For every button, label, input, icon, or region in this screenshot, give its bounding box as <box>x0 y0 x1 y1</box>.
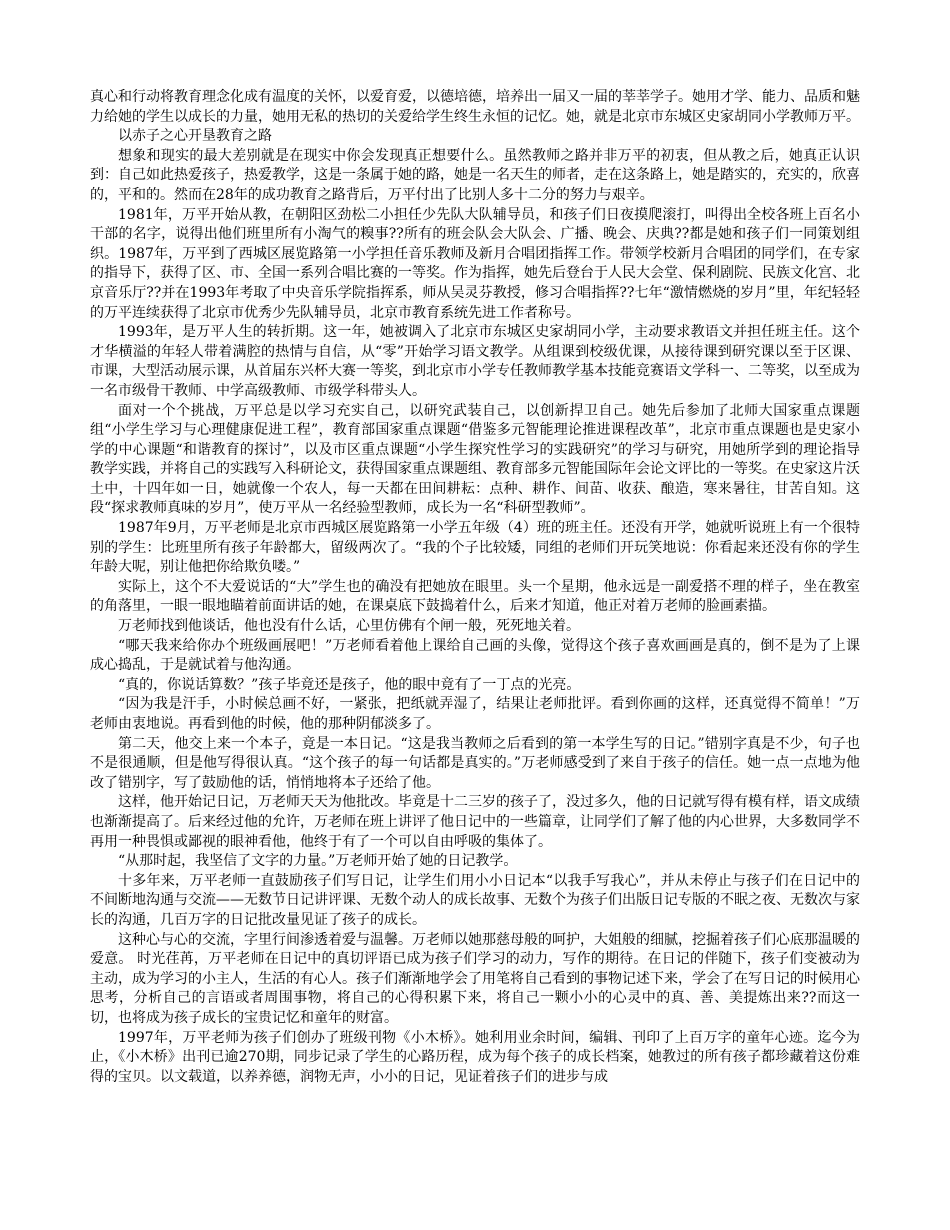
paragraph: 1993年，是万平人生的转折期。这一年，她被调入了北京市东城区史家胡同小学，主动要求教语文并担任班主任。这个才华横溢的年轻人带着满腔的热情与自信，从“零”开始学习语文教学。从组课到校级优课，从接待课到研究课以至于区课、市课，大型活动展示课，从首届东兴杯大赛一等奖，到北京市小学专任教师教学基本技能竞赛语文学科一、二等奖，以至成为一名市级骨干教师、中学高级教师、市级学科带头人。 <box>90 324 860 399</box>
section-heading: 以赤子之心开垦教育之路 <box>118 128 272 145</box>
paragraph: 面对一个个挑战，万平总是以学习充实自己，以研究武装自己，以创新捍卫自己。她先后参加了北师大国家重点课题组“小学生学习与心理健康促进工程”，教育部国家重点课题“借鉴多元智能理论推进课程改革”，北京市重点课题也是史家小学的中心课题“和谐教育的探讨”，以及市区重点课题“小学生探究性学习的实践研究”的学习与研究，用她所学到的理论指导教学实践，并将自己的实践写入科研论文，获得国家重点课题组、教育部多元智能国际年会论文评比的一等奖。在史家这片沃土中，十四年如一日，她就像一个农人，每一天都在田间耕耘：点种、耕作、间苗、收获、酿造，寒来暑往，甘苦自知。这段“探求教师真味的岁月”，使万平从一名经验型教师，成长为一名“科研型教师”。 <box>90 402 860 517</box>
paragraph: 1987年9月，万平老师是北京市西城区展览路第一小学五年级（4）班的班主任。还没有开学，她就听说班上有一个很特别的学生：比班里所有孩子年龄都大，留级两次了。“我的个子比较矮，同组的老师们开玩笑地说：你看起来还没有你的学生年龄大呢，别让他把你给欺负喽。” <box>90 520 860 576</box>
paragraph: 万老师找到他谈话，他也没有什么话，心里仿佛有个闸一般，死死地关着。 <box>118 618 580 635</box>
paragraph: 实际上，这个不大爱说话的“大”学生也的确没有把她放在眼里。头一个星期，他永远是一副爱搭不理的样子，坐在教室的角落里，一眼一眼地瞄着前面讲话的她，在课桌底下鼓捣着什么，后来才知道，他正对着万老师的脸画素描。 <box>90 578 860 615</box>
paragraph: 想象和现实的最大差别就是在现实中你会发现真正想要什么。虽然教师之路并非万平的初衷，但从教之后，她真正认识到：自己如此热爱孩子，热爱教学，这是一条属于她的路，她是一名天生的师者，走在这条路上，她是踏实的，充实的，欣喜的，平和的。然而在28年的成功教育之路背后，万平付出了比别人多十二分的努力与艰辛。 <box>90 147 860 203</box>
paragraph: 1981年，万平开始从教，在朝阳区劲松二小担任少先队大队辅导员，和孩子们日夜摸爬滚打，叫得出全校各班上百名小干部的名字，说得出他们班里所有小淘气的糗事??所有的班会队会大队会、广播、晚会、庆典??都是她和孩子们一同策划组织。1987年，万平到了西城区展览路第一小学担任音乐教师及新月合唱团指挥工作。带领学校新月合唱团的同学们，在专家的指导下，获得了区、市、全国一系列合唱比赛的一等奖。作为指挥，她先后登台于人民大会堂、保利剧院、民族文化宫、北京音乐厅??并在1993年考取了中央音乐学院指挥系，师从吴灵芬教授，修习合唱指挥??七年“激情燃烧的岁月”里，年纪轻轻的万平连续获得了北京市优秀少先队辅导员，北京市教育系统先进工作者称号。 <box>90 206 860 321</box>
paragraph: “从那时起，我坚信了文字的力量。”万老师开始了她的日记教学。 <box>118 853 518 870</box>
paragraph: “因为我是汗手，小时候总画不好，一紧张，把纸就弄湿了，结果让老师批评。看到你画的这样，还真觉得不简单！”万老师由衷地说。再看到他的时候，他的那种阴郁淡多了。 <box>90 696 860 732</box>
paragraph: 十多年来，万平老师一直鼓励孩子们写日记，让学生们用小小日记本“以我手写我心”，并从未停止与孩子们在日记中的不间断地沟通与交流——无数节日记讲评课、无数个动人的成长故事、无数个为孩子们出版日记专版的不眠之夜、无数次与家长的沟通，几百万字的日记批改量见证了孩子的成长。 <box>90 872 860 928</box>
paragraph: “真的，你说话算数？”孩子毕竟还是孩子，他的眼中竟有了一丁点的光亮。 <box>118 676 581 693</box>
paragraph: 这种心与心的交流，字里行间渗透着爱与温馨。万老师以她那慈母般的呵护，大姐般的细腻，挖掘着孩子们心底那温暖的爱意。 时光荏苒，万平老师在日记中的真切评语已成为孩子们学习的动力，写作的期待。在日记的伴随下，孩子们变被动为主动，成为学习的小主人，生活的有心人。孩子们渐渐地学会了用笔将自己看到的事物记述下来，学会了在写日记的时候用心思考，分析自己的言语或者周围事物，将自己的心得积累下来，将自己一颗小小的心灵中的真、善、美提炼出来??而这一切，也将成为孩子成长的宝贵记忆和童年的财富。 <box>90 931 860 1026</box>
paragraph-intro-continued: 真心和行动将教育理念化成有温度的关怀，以爱育爱，以德培德，培养出一届又一届的莘莘学子。她用才学、能力、品质和魅力给她的学生以成长的力量，她用无私的热切的关爱给学生终生永恒的记忆。她，就是北京市东城区史家胡同小学教师万平。 <box>90 89 860 125</box>
document-body <box>90 88 860 1087</box>
paragraph: 第二天，他交上来一个本子，竟是一本日记。“这是我当教师之后看到的第一本学生写的日记。”错别字真是不少，句子也不是很通顺，但是他写得很认真。“这个孩子的每一句话都是真实的。”万老师感受到了来自于孩子的信任。她一点一点地为他改了错别字，写了鼓励他的话，悄悄地将本子还给了他。 <box>90 735 860 791</box>
paragraph: 这样，他开始记日记，万老师天天为他批改。毕竟是十二三岁的孩子了，没过多久，他的日记就写得有模有样，语文成绩也渐渐提高了。后来经过他的允许，万老师在班上讲评了他日记中的一些篇章，让同学们了解了他的内心世界，大多数同学不再用一种畏惧或鄙视的眼神看他，他终于有了一个可以自由呼吸的集体了。 <box>90 794 860 850</box>
paragraph: 1997年，万平老师为孩子们创办了班级刊物《小木桥》。她利用业余时间，编辑、刊印了上百万字的童年心迹。迄今为止，《小木桥》出刊已逾270期，同步记录了学生的心路历程，成为每个孩子的成长档案，她教过的所有孩子都珍藏着这份难得的宝贝。以文载道，以养养德，润物无声，小小的日记，见证着孩子们的进步与成 <box>90 1029 860 1085</box>
paragraph: “哪天我来给你办个班级画展吧！”万老师看着他上课给自己画的头像，觉得这个孩子喜欢画画是真的，倒不是为了上课成心捣乱，于是就试着与他沟通。 <box>90 637 860 674</box>
